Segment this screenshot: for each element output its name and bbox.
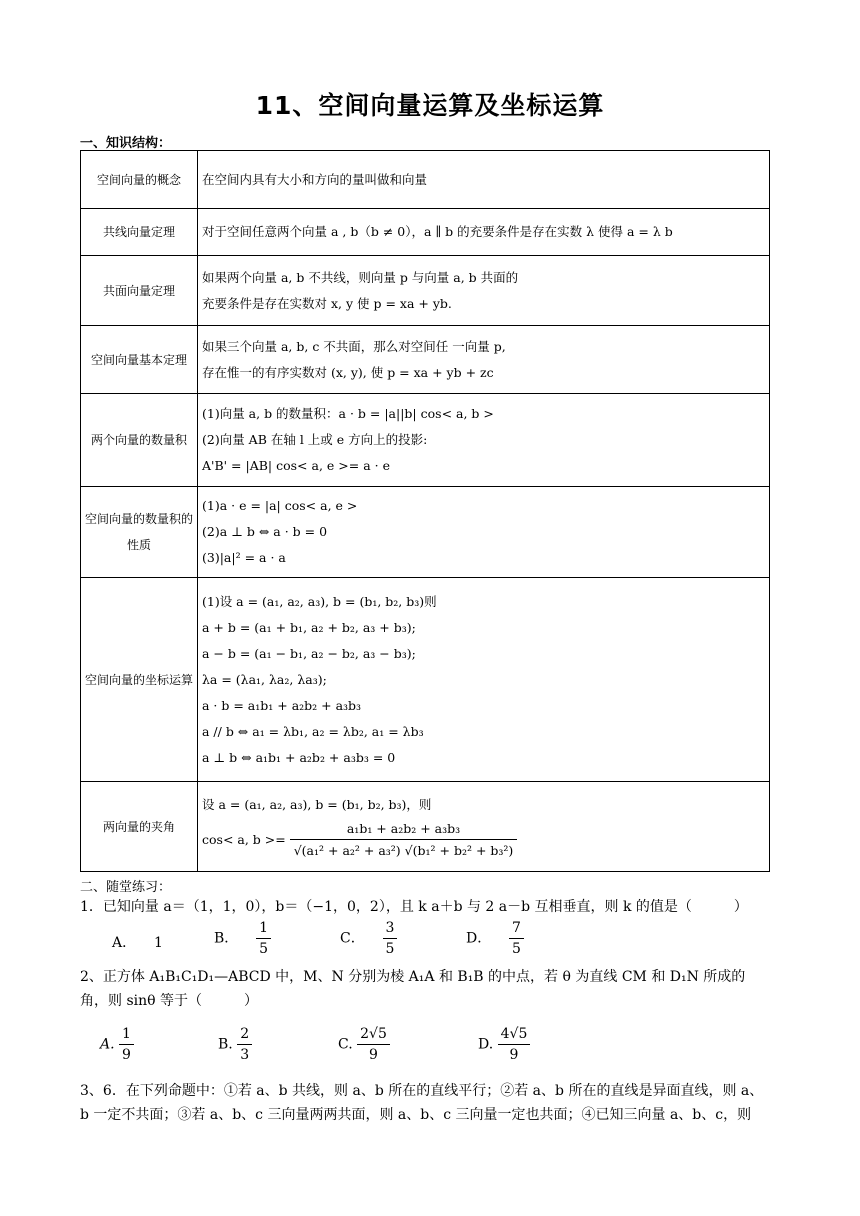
question-1-text: 1．已知向量 a＝（1，1，0），b＝（−1，0，2），且 k a＋b 与 2 a－b 互相垂直，则 k 的值是（ ） xyxy=(80,899,748,915)
q2-option-d: D. $\frac{4√5}{9}$ xyxy=(478,1024,530,1065)
row-content: 在空间内具有大小和方向的量叫做和向量 xyxy=(198,151,770,209)
knowledge-table xyxy=(80,150,770,872)
table-row xyxy=(81,487,770,578)
row-content: (1)a · e = |a| cos< a, e > (2)a ⊥ b ⇔ a · b = 0 (3)|a|² = a · a xyxy=(198,487,770,578)
row-content: (1)向量 a, b 的数量积：a · b = |a||b| cos< a, b > (2)向量 AB 在轴 l 上或 e 方向上的投影: A'B' = |AB| cos< a, e >= a · e xyxy=(198,394,770,487)
q1-option-a: A． 1 xyxy=(112,935,163,951)
fraction-denominator: √(a₁² + a₂² + a₃²) √(b₁² + b₂² + b₃²) xyxy=(293,842,514,858)
table-row xyxy=(81,256,770,326)
q1-option-b: B． $\frac{1}{5}$ xyxy=(214,918,271,959)
row-content: 如果两个向量 a, b 不共线，则向量 p 与向量 a, b 共面的 充要条件是存在实数对 x, y 使 p = xa + yb. xyxy=(198,256,770,326)
table-row xyxy=(81,578,770,782)
question-2-line2: 角，则 sinθ 等于（ ） xyxy=(80,993,259,1009)
q2-option-c: C. $\frac{2√5}{9}$ xyxy=(338,1024,390,1065)
row-label: 共面向量定理 xyxy=(81,256,198,326)
row-content: 如果三个向量 a, b, c 不共面，那么对空间任 一向量 p, 存在惟一的有序实数对 (x, y), 使 p = xa + yb + zc xyxy=(198,326,770,394)
table-row xyxy=(81,326,770,394)
q1-option-d: D． $\frac{7}{5}$ xyxy=(466,918,524,959)
row-label: 两个向量的数量积 xyxy=(81,394,198,487)
table-row xyxy=(81,394,770,487)
row-label: 空间向量的坐标运算 xyxy=(81,578,198,782)
row-label: 共线向量定理 xyxy=(81,209,198,256)
table-row xyxy=(81,151,770,209)
row-label: 空间向量基本定理 xyxy=(81,326,198,394)
row-content: (1)设 a = (a₁, a₂, a₃), b = (b₁, b₂, b₃)则 a + b = (a₁ + b₁, a₂ + b₂, a₃ + b₃); a − b = (a₁ − b₁, a₂ − b₂, a₃ − b₃); λa = (λa₁, λa₂, λa₃); a · b = a₁b₁ + a₂b₂ + a₃b₃ a // b ⇔ a₁ = λb₁, a₂ = λb₂, a₁ = λb₃ a ⊥ b ⇔ a₁b₁ + a₂b₂ + a₃b₃ = 0 xyxy=(198,578,770,782)
row-content: 设 a = (a₁, a₂, a₃), b = (b₁, b₂, b₃)，则 cos< a, b >= $\frac{\text{a₁b₁ + a₂b₂ + a₃b₃}}{\text{√(a₁² + a₂² + a₃²) √(b₁² + b₂² + b₃²)}}$ xyxy=(198,782,770,872)
row-label: 空间向量的数量积的性质 xyxy=(81,487,198,578)
row-label: 两向量的夹角 xyxy=(81,782,198,872)
angle-fraction xyxy=(290,819,518,862)
cos-prefix: cos< a, b >= xyxy=(202,831,286,847)
row-label: 空间向量的概念 xyxy=(81,151,198,209)
section-heading-knowledge: 一、知识结构： xyxy=(80,136,172,151)
section-heading-practice: 二、随堂练习： xyxy=(80,880,172,895)
question-2-line1: 2、正方体 A₁B₁C₁D₁—ABCD 中，M、N 分别为棱 A₁A 和 B₁B 的中点，若 θ 为直线 CM 和 D₁N 所成的 xyxy=(80,969,746,985)
question-3-line2: b 一定不共面；③若 a、b、c 三向量两两共面，则 a、b、c 三向量一定也共面；④已知三向量 a、b、c，则 xyxy=(80,1107,752,1123)
fraction-numerator: a₁b₁ + a₂b₂ + a₃b₃ xyxy=(290,819,518,840)
table-row xyxy=(81,782,770,872)
page-title: 11、空间向量运算及坐标运算 xyxy=(255,91,605,120)
row-content: 对于空间任意两个向量 a , b（b ≠ 0），a ∥ b 的充要条件是存在实数 λ 使得 a = λ b xyxy=(198,209,770,256)
q1-option-c: C． $\frac{3}{5}$ xyxy=(340,918,397,959)
table-row xyxy=(81,209,770,256)
q2-option-a: A. $\frac{1}{9}$ xyxy=(100,1024,134,1065)
question-3-line1: 3、6．在下列命题中：①若 a、b 共线，则 a、b 所在的直线平行；②若 a、b 所在的直线是异面直线，则 a、 xyxy=(80,1083,764,1099)
q2-option-b: B. $\frac{2}{3}$ xyxy=(218,1024,252,1065)
